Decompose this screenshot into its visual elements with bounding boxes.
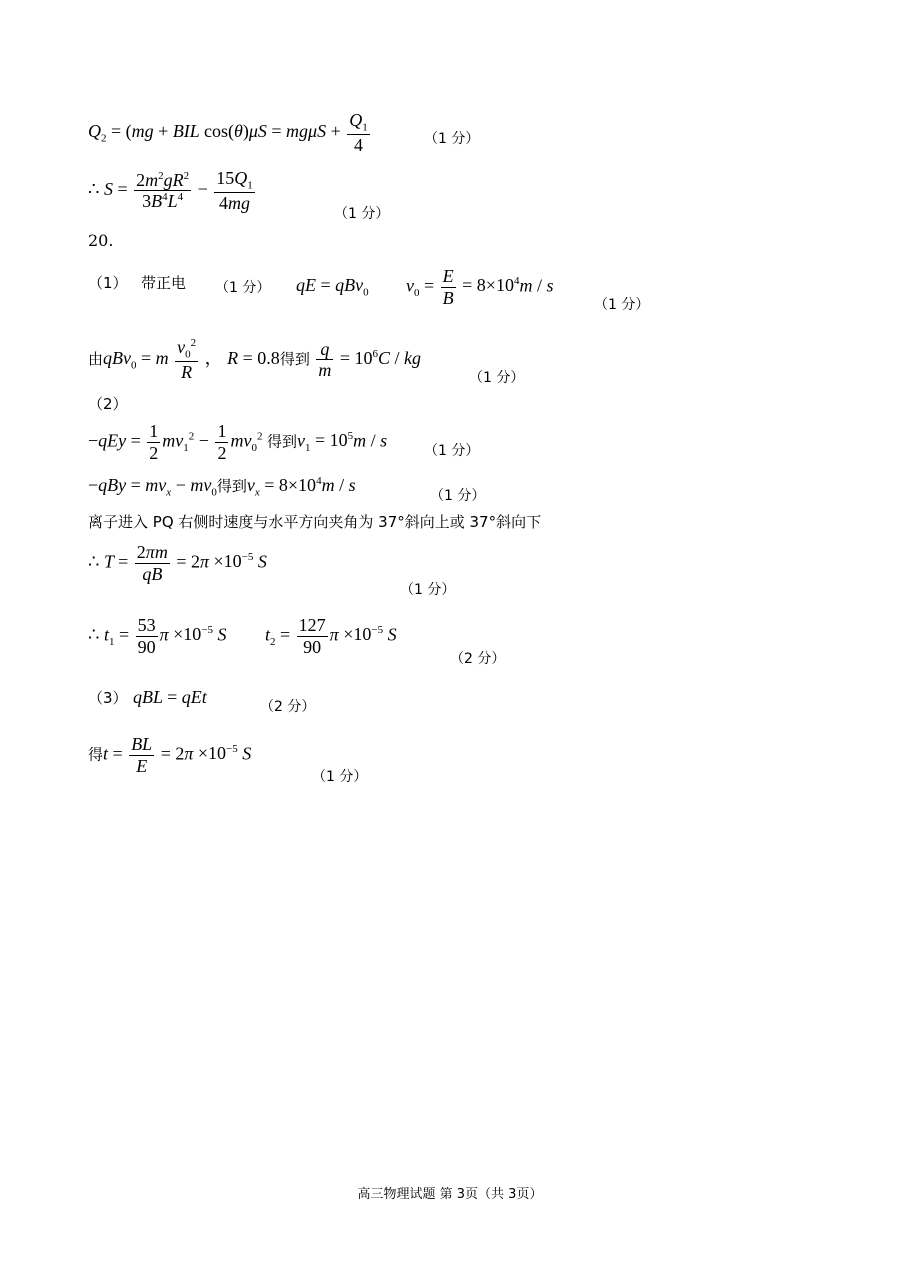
formula-v0: $v_0$ = $\frac{E}{B}$ = $8\times 10^4m / s$	[406, 266, 554, 308]
direction-sentence: 离子进入 PQ 右侧时速度与水平方向夹角为 37°斜向上或 37°斜向下	[88, 513, 542, 531]
part1-label: （1）	[88, 274, 128, 292]
formula-period: ∴ T = $\frac{2\pi m}{qB}$ = $2\pi \times 10^{-5}$ S	[88, 542, 267, 584]
formula-t2: $t_2$ = $\frac{127}{90}$ $\pi \times 10^{-5}$ S	[265, 615, 397, 657]
formula-s: ∴ S = $\frac{2m^2gR^2}{3B^4L^4}$ − $\frac{15Q_1}{4mg}$	[88, 168, 253, 214]
score-4: （1 分）	[594, 297, 650, 313]
score-10: （2 分）	[260, 699, 316, 715]
formula-vx: $-qBy = mv_x - mv_0$得到$v_x = 8\times 10^4m / s$	[88, 475, 356, 499]
formula-q2: $Q_2 = (mg$ + BIL cos(θ)μS = mgμS + $\frac{Q_1}{4}$	[88, 110, 368, 156]
score-1: （1 分）	[424, 131, 480, 147]
formula-qe: qE = qBv$_0$	[296, 275, 369, 299]
score-7: （1 分）	[430, 488, 486, 504]
formula-v1: −qEy = $\frac{1}{2}$ $mv_1^2$ − $\frac{1}{2}$ $mv_0^2$ 得到$v_1 = 10^5m / s$	[88, 421, 388, 463]
score-2: （1 分）	[334, 206, 390, 222]
part1-text: 带正电	[141, 274, 187, 292]
formula-t: 得t = $\frac{BL}{E}$ = $2\pi \times 10^{-5}$ S	[88, 734, 252, 776]
part2-label: （2）	[88, 395, 128, 413]
formula-charge-ratio: 由qBv$_0$ = m $\frac{v_0^2}{R}$ ， R = 0.8得到 $\frac{q}{m}$ = $10^6C$ / kg	[88, 337, 422, 383]
formula-t1: ∴ $t_1$ = $\frac{53}{90}$ $\pi \times 10^{-5}$ S	[88, 615, 227, 657]
question-number: 20.	[88, 231, 114, 250]
score-3: （1 分）	[215, 280, 271, 296]
score-6: （1 分）	[424, 443, 480, 459]
score-8: （1 分）	[400, 582, 456, 598]
score-9: （2 分）	[450, 651, 506, 667]
part3-line: （3） qBL = qEt	[88, 687, 207, 707]
score-5: （1 分）	[469, 370, 525, 386]
page-footer: 高三物理试题 第 3页（共 3页）	[357, 1187, 543, 1202]
score-11: （1 分）	[312, 769, 368, 785]
